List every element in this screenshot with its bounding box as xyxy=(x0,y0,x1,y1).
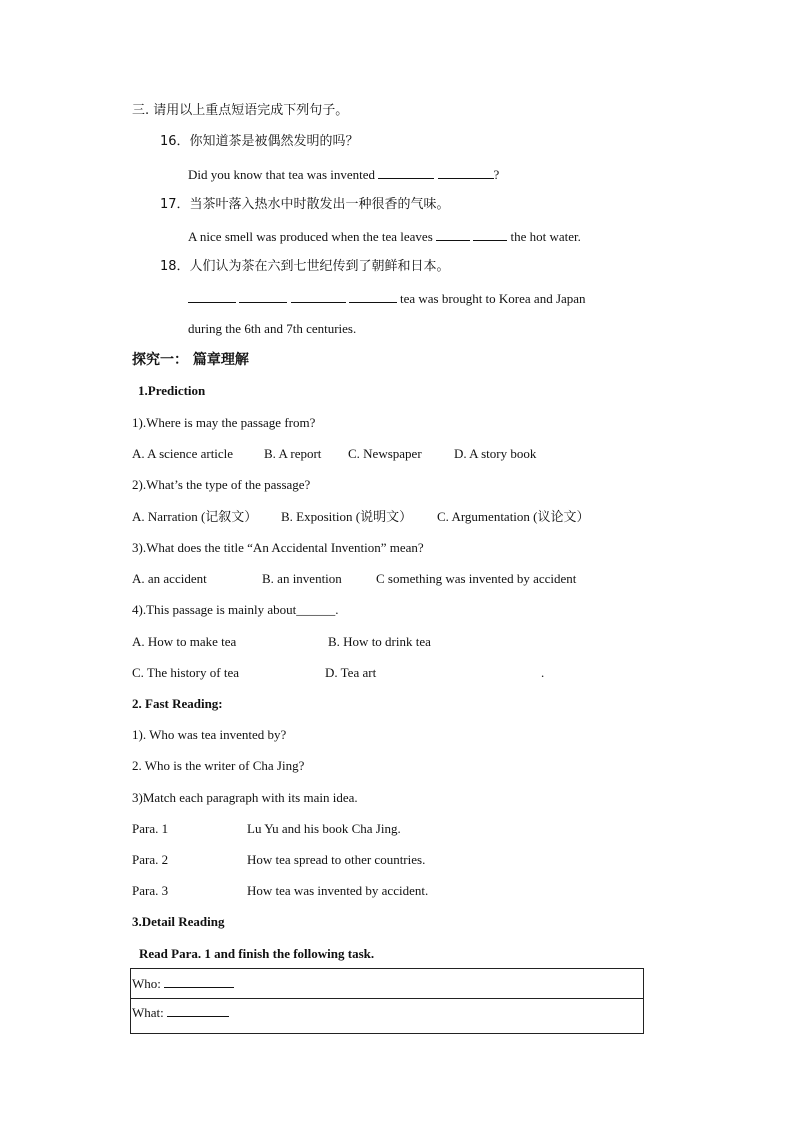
question-3: 3).What does the title “An Accidental Invention” mean? xyxy=(132,540,424,555)
fast-question-3: 3)Match each paragraph with its main idea. xyxy=(132,790,358,805)
q3-option-b: B. an invention xyxy=(262,571,342,586)
q2-option-c: C. Argumentation (议论文） xyxy=(437,509,590,524)
answer-blank[interactable] xyxy=(239,290,287,303)
answer-blank[interactable] xyxy=(436,228,470,241)
q1-option-b: B. A report xyxy=(264,446,322,461)
q2-option-a: A. Narration (记叙文） xyxy=(132,509,258,524)
q4-option-d: D. Tea art xyxy=(325,665,377,680)
answer-blank[interactable] xyxy=(438,166,494,179)
detail-reading-title: 3.Detail Reading xyxy=(132,914,225,929)
question-1: 1).Where is may the passage from? xyxy=(132,415,316,430)
match-para-2: Para. 2 xyxy=(132,852,169,867)
q16-end: ? xyxy=(493,167,500,182)
fast-question-2: 2. Who is the writer of Cha Jing? xyxy=(132,758,305,773)
who-label: Who: xyxy=(132,976,161,991)
explore-heading: 探究一： 篇章理解 xyxy=(132,352,249,368)
q1-option-d: D. A story book xyxy=(454,446,537,461)
q16-english xyxy=(188,166,499,183)
detail-task: Read Para. 1 and finish the following task. xyxy=(139,946,375,961)
q18-english-cont: during the 6th and 7th centuries. xyxy=(188,321,357,336)
match-idea-3: How tea was invented by accident. xyxy=(247,883,429,898)
fast-reading-title: 2. Fast Reading: xyxy=(132,696,223,711)
q1-option-c: C. Newspaper xyxy=(348,446,422,461)
q18-chinese: 18．人们认为茶在六到七世纪传到了朝鲜和日本。 xyxy=(160,259,450,274)
q16-text: Did you know that tea was invented xyxy=(188,167,376,182)
q16-chinese: 16．你知道茶是被偶然发明的吗？ xyxy=(160,134,359,149)
answer-blank[interactable] xyxy=(291,290,346,303)
match-idea-2: How tea spread to other countries. xyxy=(247,852,426,867)
what-label: What: xyxy=(132,1005,164,1020)
q4-option-c: C. The history of tea xyxy=(132,665,239,680)
match-idea-1: Lu Yu and his book Cha Jing. xyxy=(247,821,401,836)
q1-option-a: A. A science article xyxy=(132,446,234,461)
fast-question-1: 1). Who was tea invented by? xyxy=(132,727,287,742)
q17-end: the hot water. xyxy=(510,229,581,244)
q3-option-c: C something was invented by accident xyxy=(376,571,577,586)
prediction-title: 1.Prediction xyxy=(138,383,206,398)
q17-chinese: 17．当茶叶落入热水中时散发出一种很香的气味。 xyxy=(160,197,450,212)
table-row-who xyxy=(131,975,643,992)
q4-option-a: A. How to make tea xyxy=(132,634,237,649)
match-para-1: Para. 1 xyxy=(132,821,169,836)
q2-option-b: B. Exposition (说明文） xyxy=(281,509,413,524)
table-row-what xyxy=(131,1004,643,1021)
answer-blank[interactable] xyxy=(378,166,434,179)
q17-text: A nice smell was produced when the tea leaves xyxy=(188,229,433,244)
q18-text: tea was brought to Korea and Japan xyxy=(400,291,586,306)
question-2: 2).What’s the type of the passage? xyxy=(132,477,311,492)
answer-blank[interactable] xyxy=(349,290,397,303)
who-blank[interactable] xyxy=(164,975,234,988)
section3-heading: 三. 请用以上重点短语完成下列句子。 xyxy=(132,103,349,118)
detail-table xyxy=(130,968,644,1034)
q4-option-b: B. How to drink tea xyxy=(328,634,431,649)
q18-english xyxy=(188,290,586,307)
q3-option-a: A. an accident xyxy=(132,571,207,586)
table-divider xyxy=(131,998,643,999)
answer-blank[interactable] xyxy=(473,228,507,241)
q4-dot: . xyxy=(541,665,545,680)
match-para-3: Para. 3 xyxy=(132,883,169,898)
question-4: 4).This passage is mainly about______. xyxy=(132,602,339,617)
what-blank[interactable] xyxy=(167,1004,229,1017)
answer-blank[interactable] xyxy=(188,290,236,303)
q17-english xyxy=(188,228,581,245)
